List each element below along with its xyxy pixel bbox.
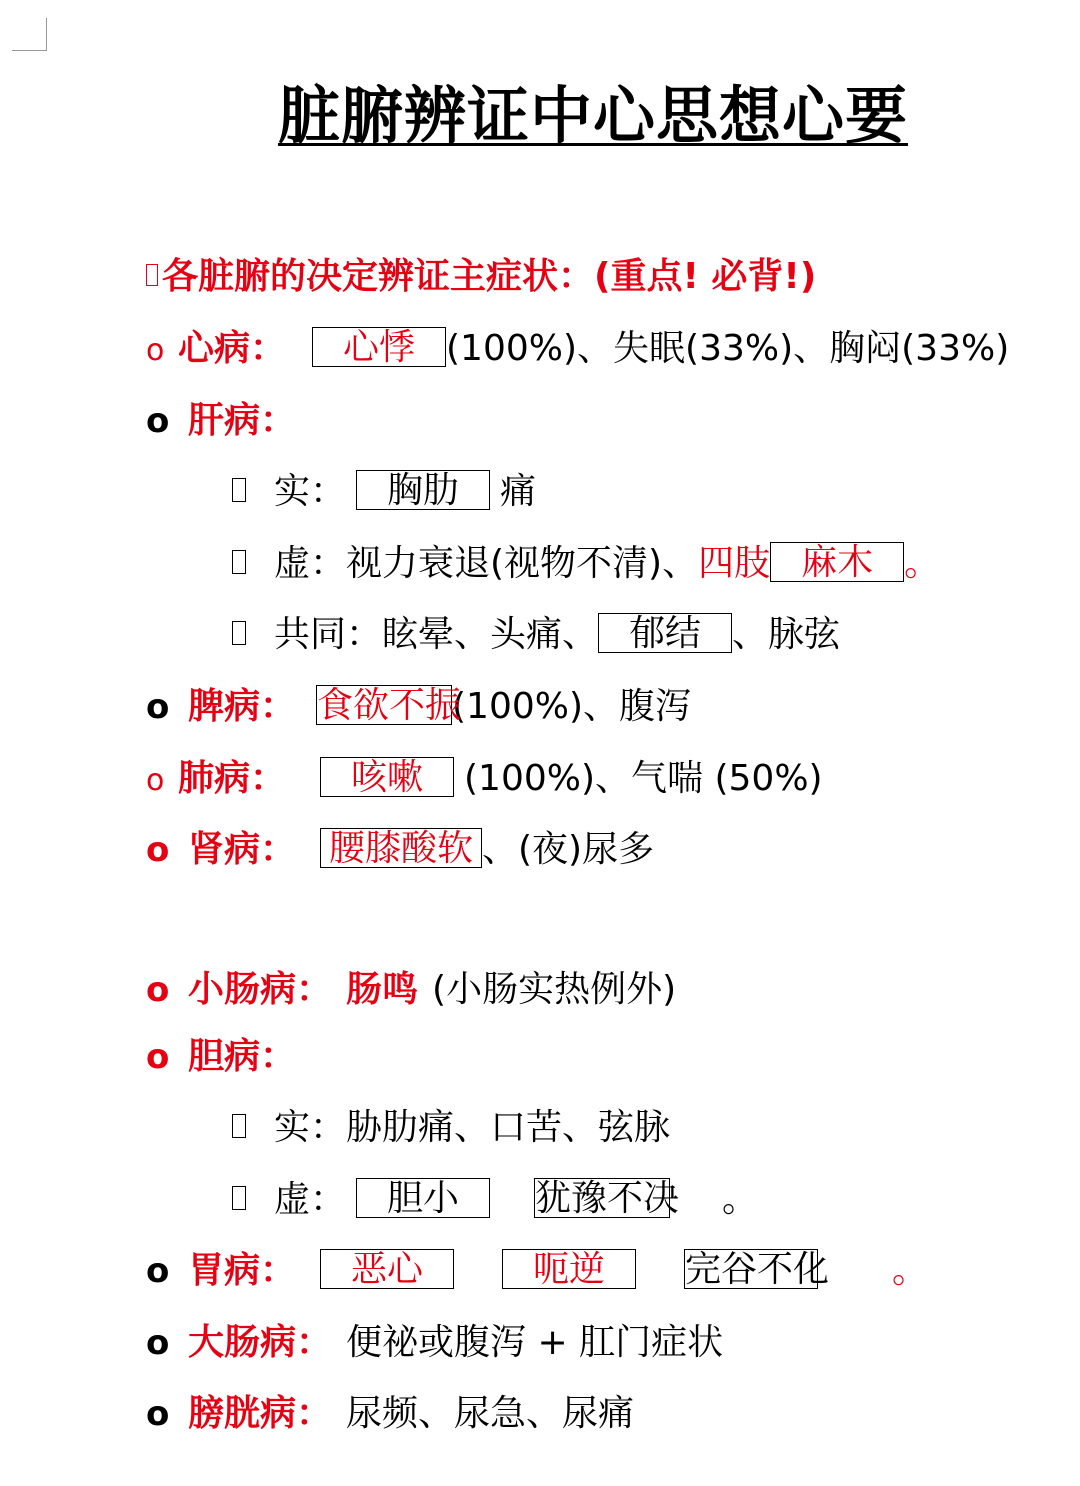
liver-shi-line [232, 467, 1040, 517]
gallbladder-line [146, 1032, 1040, 1082]
gallbladder-label: 胆病： [188, 1036, 297, 1077]
bladder-label: 膀胱病： [188, 1393, 333, 1434]
stomach-label: 胃病： [188, 1250, 297, 1291]
heart-rest: (100%)、失眠(33%)、胸闷(33%) [446, 328, 1010, 369]
stomach-box-3: 完谷不化 [685, 1249, 830, 1290]
small-intestine-rest: (小肠实热例外) [432, 969, 677, 1010]
liver-label: 肝病： [188, 400, 297, 441]
heart-line [146, 324, 1040, 374]
gallbladder-xu-box: 胆小 [356, 1178, 490, 1218]
spleen-label: 脾病： [188, 686, 297, 727]
large-intestine-line [146, 1318, 1040, 1368]
liver-shi-box: 胸肋 [356, 470, 490, 510]
lung-line [146, 754, 1040, 804]
section-heading [146, 252, 1040, 302]
spleen-rest: (100%)、腹泻 [452, 686, 692, 727]
spleen-line [146, 682, 1040, 732]
bullet-o: o [146, 401, 170, 441]
liver-common-text: 眩晕、头痛、 [382, 614, 599, 655]
bullet-o: o [146, 1323, 170, 1363]
gallbladder-xu-line [232, 1175, 1040, 1225]
bullet-o: o [146, 333, 165, 368]
gallbladder-xu-label: 虚： [274, 1179, 347, 1220]
kidney-label: 肾病： [188, 829, 297, 870]
page-title: 脏腑辨证中心思想心要 [277, 79, 908, 152]
bullet-o: o [146, 970, 170, 1010]
gallbladder-shi-text: 胁肋痛、口苦、弦脉 [346, 1107, 671, 1148]
heart-label: 心病： [178, 328, 287, 369]
liver-common-label: 共同： [274, 614, 383, 655]
liver-xu-line [232, 539, 1040, 589]
liver-shi-label: 实： [274, 471, 347, 512]
liver-xu-text: 视力衰退(视物不清)、 [346, 543, 699, 584]
bullet-o: o [146, 830, 170, 870]
bullet-o: o [146, 1251, 170, 1291]
bullet-o: o [146, 1394, 170, 1434]
gallbladder-shi-line [232, 1103, 1040, 1153]
stomach-box-1: 恶心 [320, 1249, 454, 1289]
bullet-o: o [146, 763, 165, 798]
square-bullet-icon [232, 478, 246, 502]
large-intestine-text: 便祕或腹泻 + 肛门症状 [346, 1322, 724, 1363]
stomach-box-2: 呃逆 [502, 1249, 636, 1289]
bladder-line [146, 1389, 1040, 1439]
stomach-end: 。 [892, 1250, 929, 1291]
liver-xu-box: 麻木 [770, 542, 904, 582]
liver-common-line [232, 610, 1040, 660]
liver-xu-label: 虚： [274, 543, 347, 584]
liver-xu-end: 。 [904, 543, 941, 584]
page-corner-mark [12, 18, 47, 51]
small-intestine-label: 小肠病： [188, 969, 333, 1010]
heading-text: 各脏腑的决定辨证主症状：(重点! 必背!) [162, 256, 817, 297]
small-intestine-red: 肠鸣 [346, 969, 419, 1010]
liver-shi-rest: 痛 [500, 471, 537, 512]
square-bullet-icon [232, 1114, 246, 1138]
spleen-key-box: 食欲不振 [317, 685, 462, 726]
square-bullet-icon [146, 264, 158, 286]
lung-rest: (100%)、气喘 (50%) [464, 758, 823, 799]
square-bullet-icon [232, 621, 246, 645]
kidney-rest: 、(夜)尿多 [482, 829, 655, 870]
lung-label: 肺病： [178, 758, 287, 799]
liver-line [146, 396, 1040, 446]
square-bullet-icon [232, 550, 246, 574]
bladder-text: 尿频、尿急、尿痛 [346, 1393, 635, 1434]
liver-common-box: 郁结 [598, 613, 732, 653]
square-bullet-icon [232, 1186, 246, 1210]
liver-common-rest: 、脉弦 [732, 614, 841, 655]
liver-xu-red: 四肢 [698, 543, 771, 584]
small-intestine-line [146, 965, 1040, 1015]
bullet-o: o [146, 687, 170, 727]
gallbladder-xu-end: 。 [722, 1179, 759, 1220]
kidney-key-box: 腰膝酸软 [320, 828, 482, 868]
gallbladder-shi-label: 实： [274, 1107, 347, 1148]
gallbladder-xu-box2: 犹豫不决 [535, 1178, 680, 1219]
lung-key-box: 咳嗽 [320, 757, 454, 797]
heart-key-box: 心悸 [312, 327, 446, 367]
stomach-line [146, 1246, 1040, 1296]
bullet-o: o [146, 1037, 170, 1077]
large-intestine-label: 大肠病： [188, 1322, 333, 1363]
kidney-line [146, 825, 1040, 875]
